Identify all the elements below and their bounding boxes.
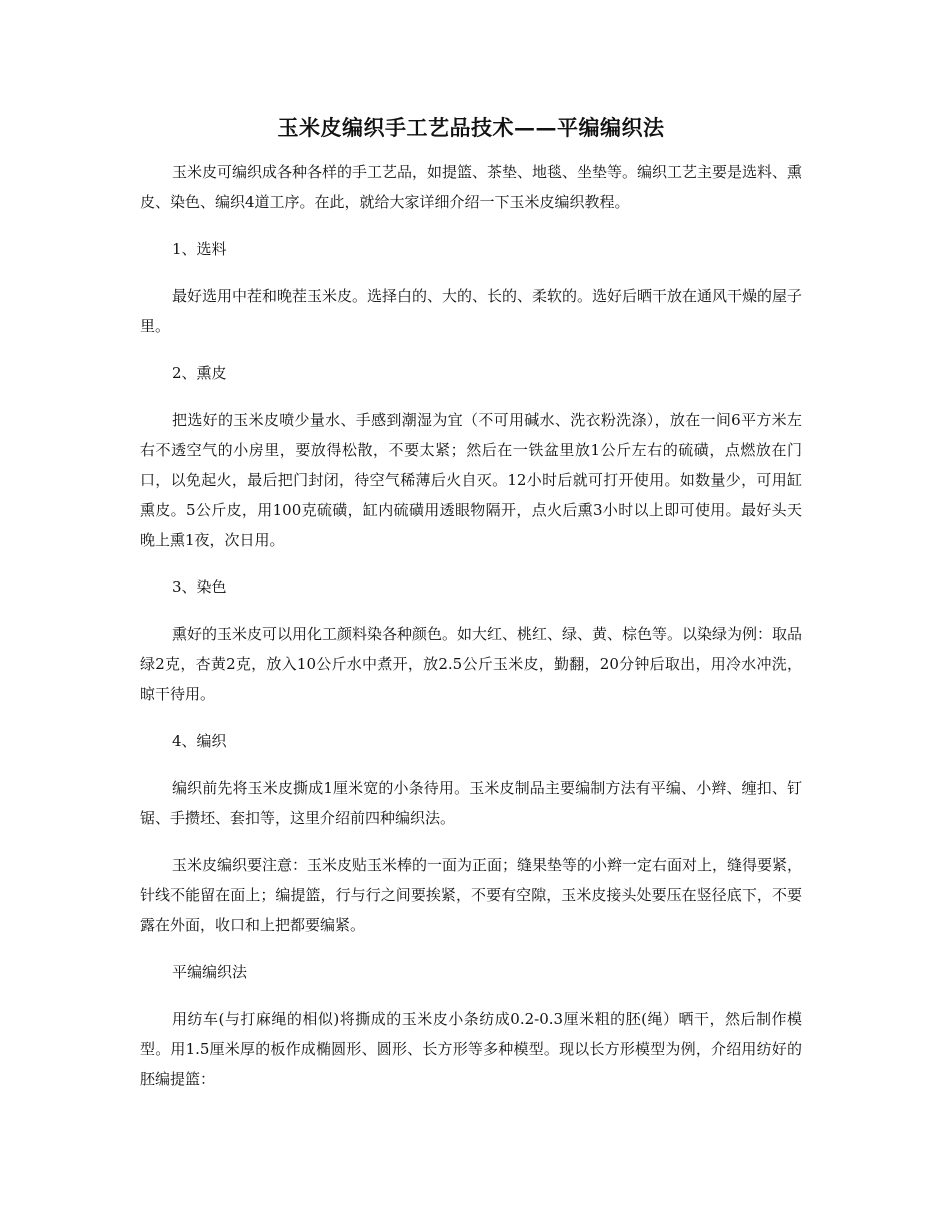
paragraph-dyeing: 熏好的玉米皮可以用化工颜料染各种颜色。如大红、桃红、绿、黄、棕色等。以染绿为例：取品绿2克，杏黄2克，放入10公斤水中煮开，放2.5公斤玉米皮，勤翻，20分钟后取出，用冷水冲洗，晾干待用。 [140,625,803,703]
document-page [140,112,802,1111]
section-heading-flat-weave: 平编编织法 [172,963,248,981]
section-heading-dyeing: 3、染色 [172,578,227,596]
document-title: 玉米皮编织手工艺品技术——平编编织法 [277,115,665,140]
section-heading-weaving: 4、编织 [172,732,227,750]
paragraph-weaving: 编织前先将玉米皮撕成1厘米宽的小条待用。玉米皮制品主要编制方法有平编、小辫、缠扣、钉锯、手攒坯、套扣等，这里介绍前四种编织法。 [140,779,802,827]
section-heading-selection: 1、选料 [172,240,227,258]
intro-paragraph: 玉米皮可编织成各种各样的手工艺品，如提篮、茶垫、地毯、坐垫等。编织工艺主要是选料、熏皮、染色、编织4道工序。在此，就给大家详细介绍一下玉米皮编织教程。 [140,163,803,211]
paragraph-weaving-notes: 玉米皮编织要注意：玉米皮贴玉米棒的一面为正面；缝果垫等的小辫一定右面对上，缝得要紧，针线不能留在面上；编提篮，行与行之间要挨紧，不要有空隙，玉米皮接头处要压在竖径底下，不要露在外面，收口和上把都要编紧。 [140,856,803,934]
section-heading-smoking: 2、熏皮 [172,364,227,382]
paragraph-flat-weave: 用纺车(与打麻绳的相似)将撕成的玉米皮小条纺成0.2-0.3厘米粗的胚(绳）晒干，然后制作模型。用1.5厘米厚的板作成椭圆形、圆形、长方形等多种模型。现以长方形模型为例，介绍用纺好的胚编提篮： [140,1010,802,1088]
paragraph-selection: 最好选用中茬和晚茬玉米皮。选择白的、大的、长的、柔软的。选好后晒干放在通风干燥的屋子里。 [140,287,803,335]
paragraph-smoking: 把选好的玉米皮喷少量水、手感到潮湿为宜（不可用碱水、洗衣粉洗涤），放在一间6平方米左右不透空气的小房里，要放得松散，不要太紧；然后在一铁盆里放1公斤左右的硫磺，点燃放在门口，以免起火，最后把门封闭，待空气稀薄后火自灭。12小时后就可打开使用。如数量少，可用缸熏皮。5公斤皮，用100克硫磺，缸内硫磺用透眼物隔开，点火后熏3小时以上即可使用。最好头天晚上熏1夜，次日用。 [140,411,802,549]
